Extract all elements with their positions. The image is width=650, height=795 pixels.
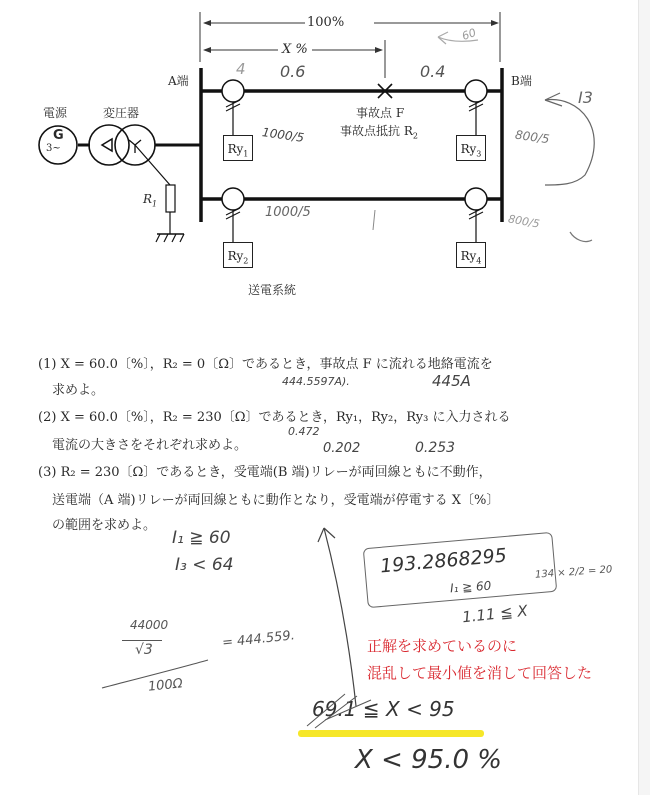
fault-resistance-label	[340, 122, 418, 140]
fraction-numerator: 44000	[130, 618, 169, 632]
transmission-system-label: 送電系統	[248, 283, 297, 297]
handwritten-ct-ry2: 1000/5	[265, 205, 311, 220]
boxed-value: 193.2868295	[379, 544, 508, 578]
relay-ry1	[223, 135, 253, 161]
fraction-root: √3	[135, 642, 153, 658]
q1-calculation: 444.5597A).	[282, 375, 350, 388]
relay-name: Ry	[460, 142, 477, 156]
handwritten-a-ratio: 0.6	[280, 62, 306, 81]
crossed-out-answer: 69.1 ≦ X < 95	[312, 697, 455, 721]
relay-sub: 1	[243, 149, 249, 159]
handwritten-ct-ry1: 1000/5	[261, 125, 305, 145]
question-1	[38, 352, 493, 378]
question-3-line2: 送電端（A 端)リレーが両回線ともに動作となり，受電端が停電する X〔%〕	[52, 493, 500, 508]
relay-ry3	[456, 135, 486, 161]
side-calculation: 134 × 2/2 = 20	[534, 564, 613, 581]
question-1-line2: 求めよ。	[52, 383, 105, 398]
q2-ry3-value: 0.253	[415, 440, 456, 456]
relay-name: Ry	[227, 142, 244, 156]
page-edge	[638, 0, 650, 795]
handwritten-current-i3: I3	[578, 88, 593, 107]
total-length-label: 100%	[307, 15, 345, 30]
fraction-denominator: 100Ω	[147, 676, 184, 695]
transformer-label: 変圧器	[103, 106, 140, 120]
question-text: R₂ = 230〔Ω〕であるとき，受電端(B 端)リレーが両回線ともに不動作，	[60, 465, 492, 480]
q1-answer: 445A	[432, 372, 471, 390]
handwritten-ct-ry4: 800/5	[507, 212, 541, 231]
q2-ry2-value: 0.202	[323, 441, 361, 456]
handwritten-b-ratio: 0.4	[420, 62, 446, 81]
power-source-label: 電源	[43, 106, 68, 120]
condition-i1-repeat: I₁ ≧ 60	[449, 578, 492, 596]
final-answer: X < 95.0 %	[355, 745, 502, 775]
fraction-result: = 444.559.	[221, 628, 296, 651]
handwritten-note-4: 4	[236, 60, 246, 78]
handwritten-ct-ry3: 800/5	[514, 127, 551, 147]
min-x-condition: 1.11 ≦ X	[461, 601, 529, 627]
r1-label	[143, 192, 157, 208]
yellow-highlight	[298, 730, 484, 737]
strike-out-marks	[305, 690, 375, 730]
relay-name: Ry	[460, 249, 477, 263]
question-number: (2)	[38, 410, 57, 425]
arrow-up-icon	[310, 520, 360, 710]
relay-ry4	[456, 242, 486, 268]
relay-ry2	[223, 242, 253, 268]
circuit-lines	[0, 0, 650, 300]
fault-resistance-sub: 2	[412, 131, 418, 141]
relay-name: Ry	[227, 249, 244, 263]
handwritten-note-60: 60	[460, 25, 478, 44]
question-3-line3: の範囲を求めよ。	[52, 518, 157, 533]
q3-condition-i1: I₁ ≧ 60	[172, 528, 231, 548]
question-number: (1)	[38, 357, 57, 372]
question-3	[38, 460, 492, 486]
x-percent-label: X %	[282, 42, 308, 57]
question-text: X = 60.0〔%〕，R₂ = 230〔Ω〕であるとき，Ry₁，Ry₂，Ry₃ に入力される	[60, 410, 511, 425]
generator-symbol: G	[53, 128, 64, 143]
r1-sub: 1	[152, 199, 158, 209]
relay-sub: 2	[243, 256, 249, 266]
relay-sub: 4	[476, 256, 482, 266]
relay-sub: 3	[476, 149, 482, 159]
r1-text: R	[143, 192, 153, 206]
fault-resistance-text: 事故点抵抗 R	[340, 124, 413, 138]
b-end-label: B端	[511, 74, 532, 88]
question-2	[38, 405, 510, 431]
generator-phase: 3~	[46, 143, 61, 154]
question-number: (3)	[38, 465, 57, 480]
question-2-line2: 電流の大きさをそれぞれ求めよ。	[52, 438, 248, 453]
q2-ry1-value: 0.472	[288, 425, 320, 438]
annotation-line-2: 混乱して最小値を消して回答した	[367, 664, 593, 682]
a-end-label: A端	[168, 74, 189, 88]
question-text: X = 60.0〔%〕，R₂ = 0〔Ω〕であるとき，事故点 F に流れる地絡電流を	[60, 357, 493, 372]
fraction-inner-bar	[122, 640, 162, 641]
q3-condition-i3: I₃ < 64	[175, 555, 234, 575]
annotation-line-1: 正解を求めているのに	[367, 637, 518, 655]
fault-point-label: 事故点 F	[356, 106, 405, 120]
